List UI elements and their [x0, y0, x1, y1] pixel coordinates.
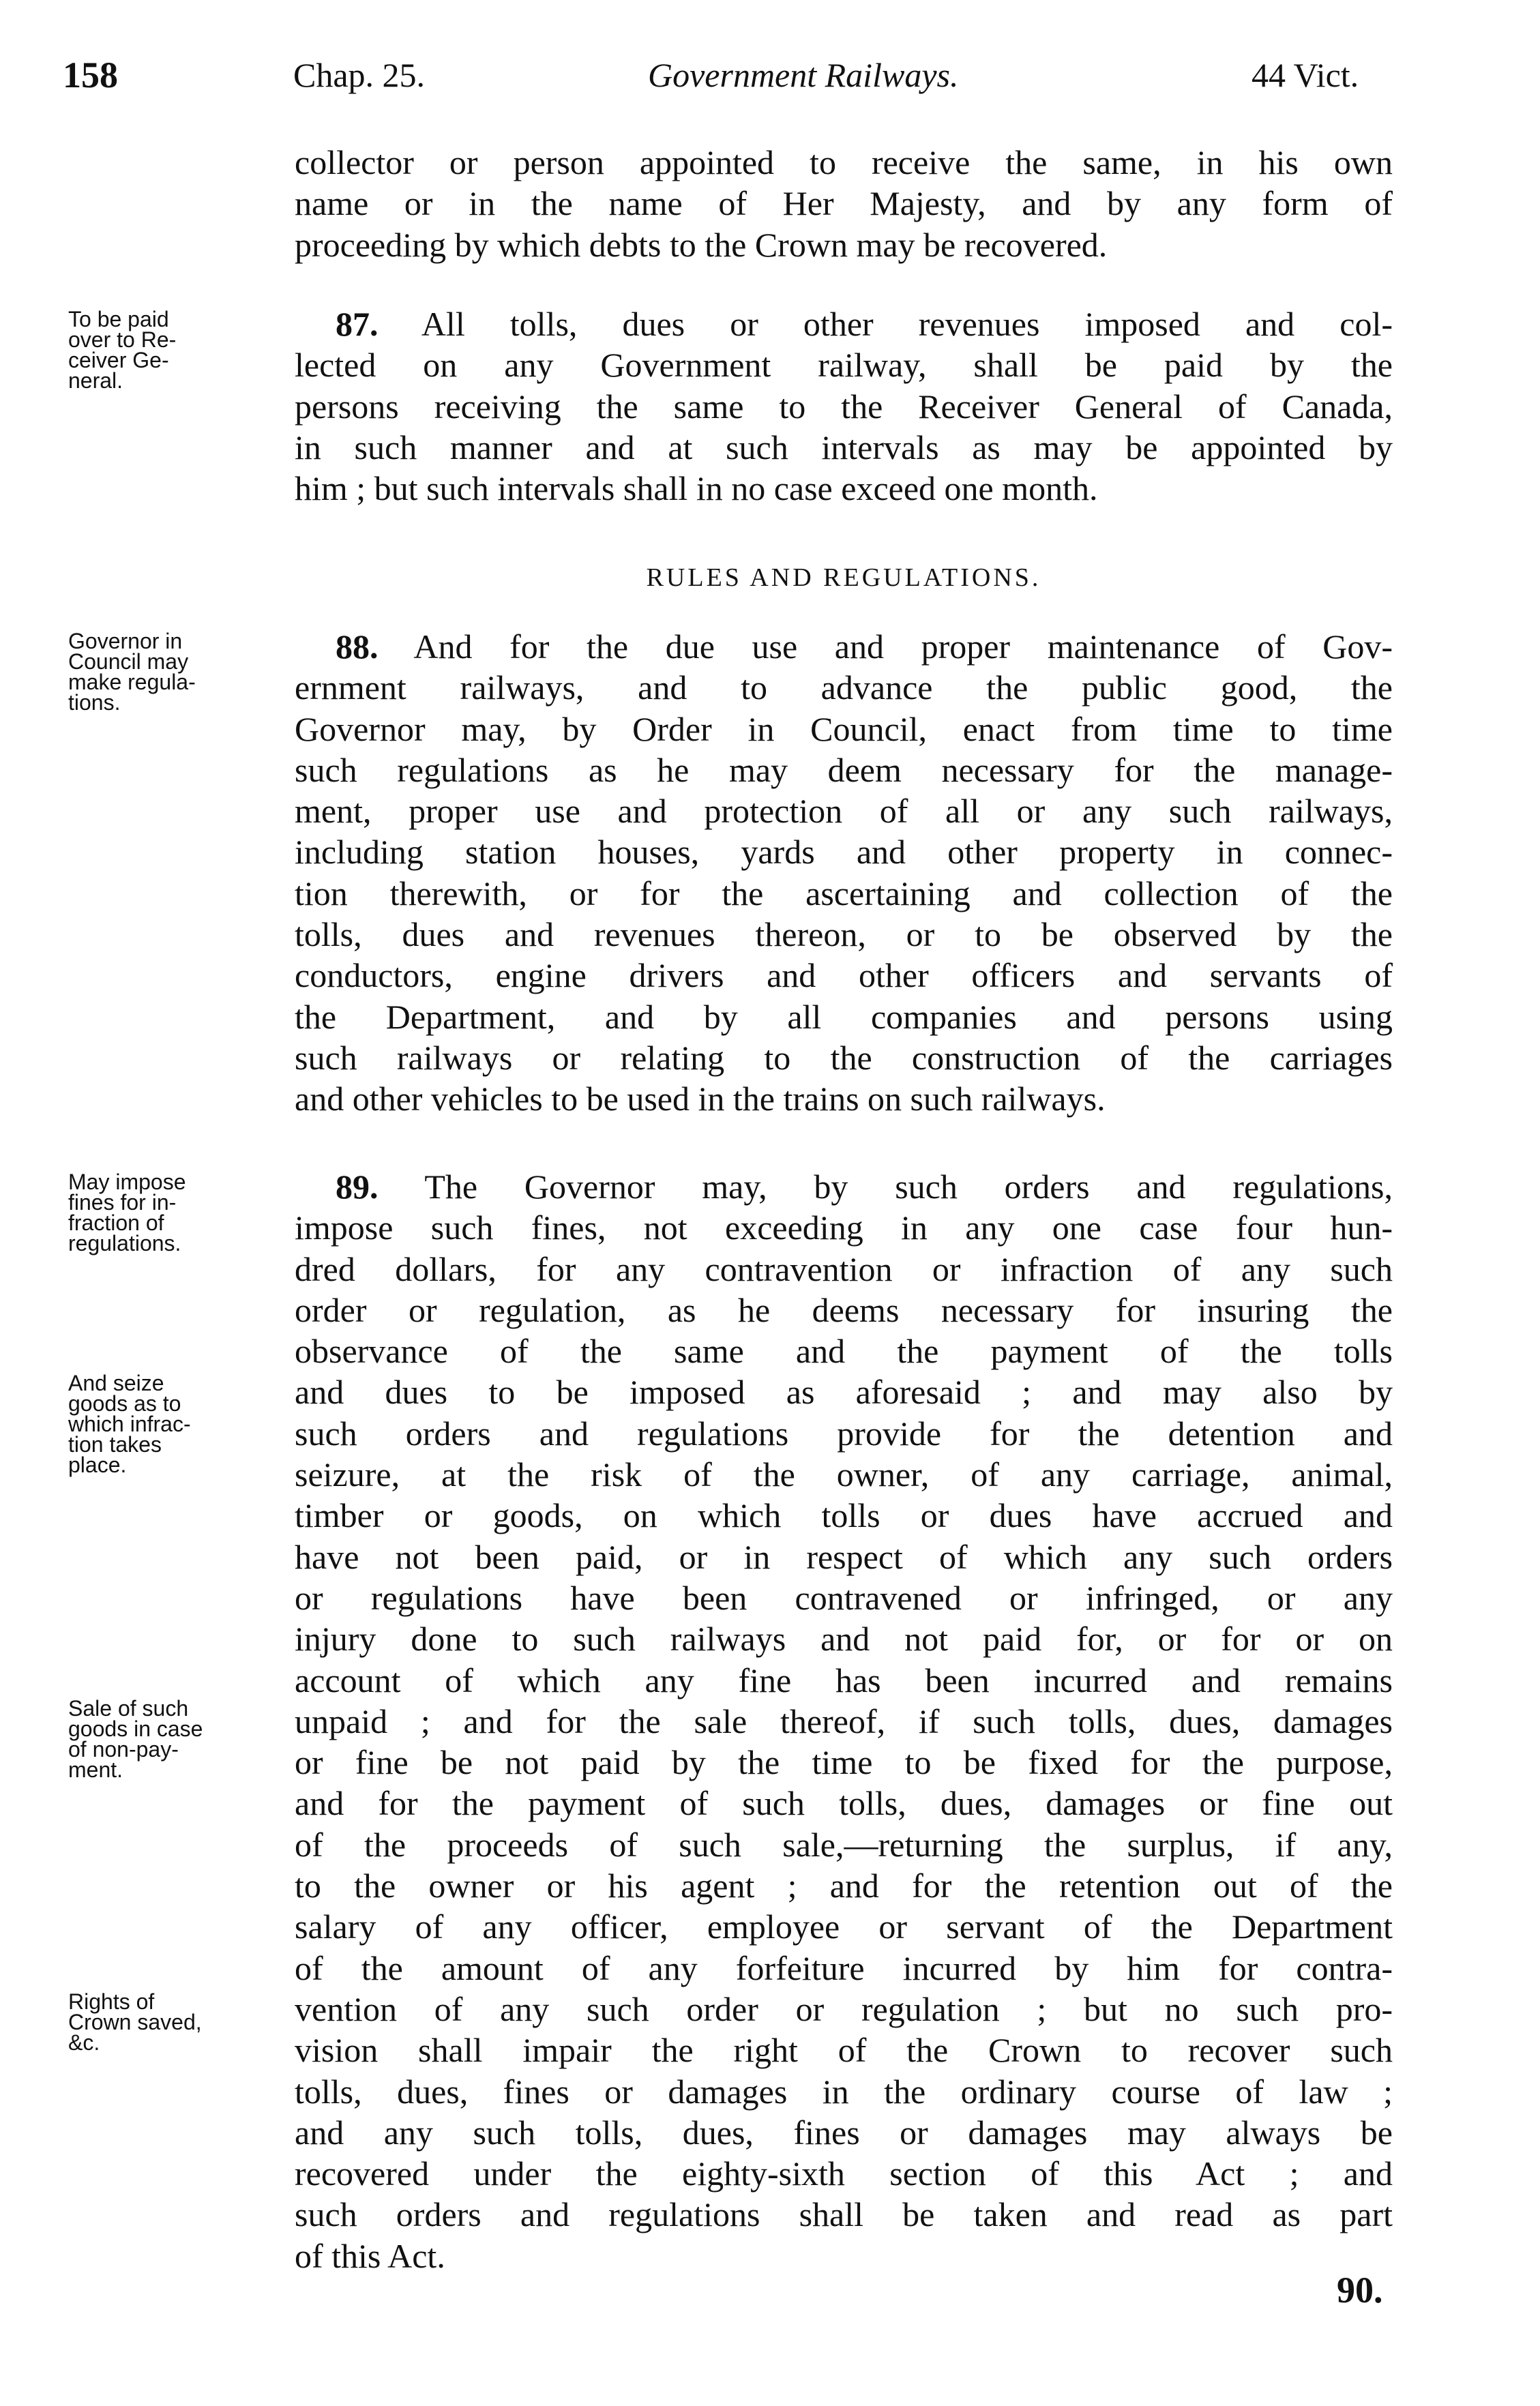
text-line: have not been paid, or in respect of which any such orders: [295, 1537, 1393, 1576]
margin-note-line: Governor in: [68, 629, 183, 653]
continuation-paragraph: [295, 142, 1393, 265]
margin-note-89-fines: [68, 1170, 273, 1256]
text-line: such orders and regulations shall be taken and read as part: [295, 2195, 1393, 2234]
margin-note-89-rights: [68, 1991, 273, 2053]
text-line: vision shall impair the right of the Crown to recover such: [295, 2031, 1393, 2070]
text-line: recovered under the eighty-sixth section of this Act ; and: [295, 2154, 1393, 2193]
text-line: him ; but such intervals shall in no case exceed one month.: [295, 469, 1098, 508]
text-line: Governor may, by Order in Council, enact from time to time: [295, 709, 1393, 748]
margin-note-line: goods in case: [68, 1717, 203, 1741]
text-line: conductors, engine drivers and other officers and servants of: [295, 956, 1393, 995]
margin-note-line: of non-pay-: [68, 1737, 179, 1762]
margin-note-line: To be paid: [68, 307, 169, 331]
text-line: or regulations have been contravened or infringed, or any: [295, 1578, 1393, 1617]
margin-note-line: ceiver Ge-: [68, 348, 169, 372]
margin-note-line: Crown saved,: [68, 2010, 202, 2034]
section-number: 87.: [336, 305, 379, 343]
running-title: Government Railways.: [648, 56, 959, 94]
margin-note-line: &c.: [68, 2030, 100, 2055]
text-line: of the proceeds of such sale,—returning the surplus, if any,: [295, 1825, 1393, 1864]
margin-note-line: goods as to: [68, 1391, 181, 1416]
margin-note-87: [68, 309, 273, 391]
section-88: [295, 626, 1393, 1120]
text-line: dred dollars, for any contravention or infraction of any such: [295, 1249, 1393, 1288]
text-line: of the amount of any forfeiture incurred by him for contra-: [295, 1948, 1393, 1987]
margin-note-89-sale: [68, 1698, 273, 1780]
text-line: ernment railways, and to advance the public good, the: [295, 668, 1393, 707]
section-number: 88.: [336, 627, 379, 666]
text-line: impose such fines, not exceeding in any one case four hun-: [295, 1208, 1393, 1247]
text-line: of this Act.: [295, 2236, 445, 2275]
text-line: such railways or relating to the construction of the carriages: [295, 1038, 1393, 1077]
margin-note-line: over to Re-: [68, 327, 177, 352]
margin-note-88: [68, 631, 273, 713]
text-line: such regulations as he may deem necessary for the manage-: [295, 750, 1393, 789]
margin-note-89-seize: [68, 1373, 273, 1475]
catchword: 90.: [1337, 2270, 1383, 2311]
text-line: unpaid ; and for the sale thereof, if such tolls, dues, damages: [295, 1702, 1393, 1740]
margin-note-line: tion takes: [68, 1432, 162, 1457]
text-line: tolls, dues and revenues thereon, or to be observed by the: [295, 915, 1393, 954]
text-line: order or regulation, as he deems necessary for insuring the: [295, 1290, 1393, 1329]
text-line: ment, proper use and protection of all or any such railways,: [295, 792, 1393, 831]
margin-note-line: regulations.: [68, 1231, 181, 1256]
text-line: seizure, at the risk of the owner, of any carriage, animal,: [295, 1455, 1393, 1494]
margin-note-line: Council may: [68, 649, 189, 674]
text-line: and any such tolls, dues, fines or damages may always be: [295, 2113, 1393, 2152]
margin-note-line: place.: [68, 1453, 127, 1477]
text-line: name or in the name of Her Majesty, and by any form of: [295, 184, 1393, 223]
text-line: tion therewith, or for the ascertaining and collection of the: [295, 874, 1393, 912]
margin-note-line: make regula-: [68, 670, 196, 694]
section-87: [295, 303, 1393, 509]
text-line: and other vehicles to be used in the trains on such railways.: [295, 1080, 1106, 1118]
margin-note-line: May impose: [68, 1170, 186, 1194]
margin-note-line: Sale of such: [68, 1696, 189, 1721]
text-line: account of which any fine has been incurred and remains: [295, 1661, 1393, 1699]
page-number: 158: [63, 55, 118, 95]
margin-note-line: fines for in-: [68, 1190, 177, 1215]
text-line: salary of any officer, employee or servant of the Department: [295, 1907, 1393, 1946]
text-line: timber or goods, on which tolls or dues have accrued and: [295, 1496, 1393, 1535]
text-line: and dues to be imposed as aforesaid ; and may also by: [295, 1373, 1393, 1412]
margin-note-line: And seize: [68, 1371, 164, 1395]
margin-note-line: neral.: [68, 368, 123, 393]
text-line: tolls, dues, fines or damages in the ordinary course of law ;: [295, 2072, 1393, 2111]
text-line: or fine be not paid by the time to be fixed for the purpose,: [295, 1743, 1393, 1782]
margin-note-line: ment.: [68, 1757, 123, 1782]
margin-note-line: tions.: [68, 690, 121, 715]
section-89: [295, 1166, 1393, 2276]
text-line: to the owner or his agent ; and for the retention out of the: [295, 1867, 1393, 1905]
text-line: and for the payment of such tolls, dues, damages or fine out: [295, 1784, 1393, 1823]
text-line: vention of any such order or regulation ; but no such pro-: [295, 1989, 1393, 2028]
margin-note-line: fraction of: [68, 1211, 164, 1235]
text-line: the Department, and by all companies and persons using: [295, 997, 1393, 1036]
text-line: observance of the same and the payment of the tolls: [295, 1332, 1393, 1371]
text-line: persons receiving the same to the Receiver General of Canada,: [295, 387, 1393, 426]
regnal-year: 44 Vict.: [1252, 56, 1359, 94]
rules-heading: RULES AND REGULATIONS.: [646, 563, 1041, 592]
chapter-label: Chap. 25.: [293, 56, 426, 94]
text-line: 89. The Governor may, by such orders and regulations,: [336, 1168, 1393, 1206]
text-line: 88. And for the due use and proper maintenance of Gov-: [336, 627, 1393, 666]
section-number: 89.: [336, 1168, 379, 1206]
text-line: in such manner and at such intervals as may be appointed by: [295, 428, 1393, 466]
text-line: injury done to such railways and not paid for, or for or on: [295, 1620, 1393, 1659]
text-line: proceeding by which debts to the Crown may be recovered.: [295, 225, 1108, 264]
running-header: [0, 48, 1540, 102]
text-line: collector or person appointed to receive the same, in his own: [295, 143, 1393, 181]
text-line: including station houses, yards and other property in connec-: [295, 833, 1393, 872]
margin-note-line: which infrac-: [68, 1412, 191, 1436]
text-line: 87. All tolls, dues or other revenues imposed and col-: [336, 305, 1393, 343]
margin-note-line: Rights of: [68, 1989, 155, 2014]
text-line: such orders and regulations provide for the detention and: [295, 1414, 1393, 1453]
text-line: lected on any Government railway, shall be paid by the: [295, 346, 1393, 385]
